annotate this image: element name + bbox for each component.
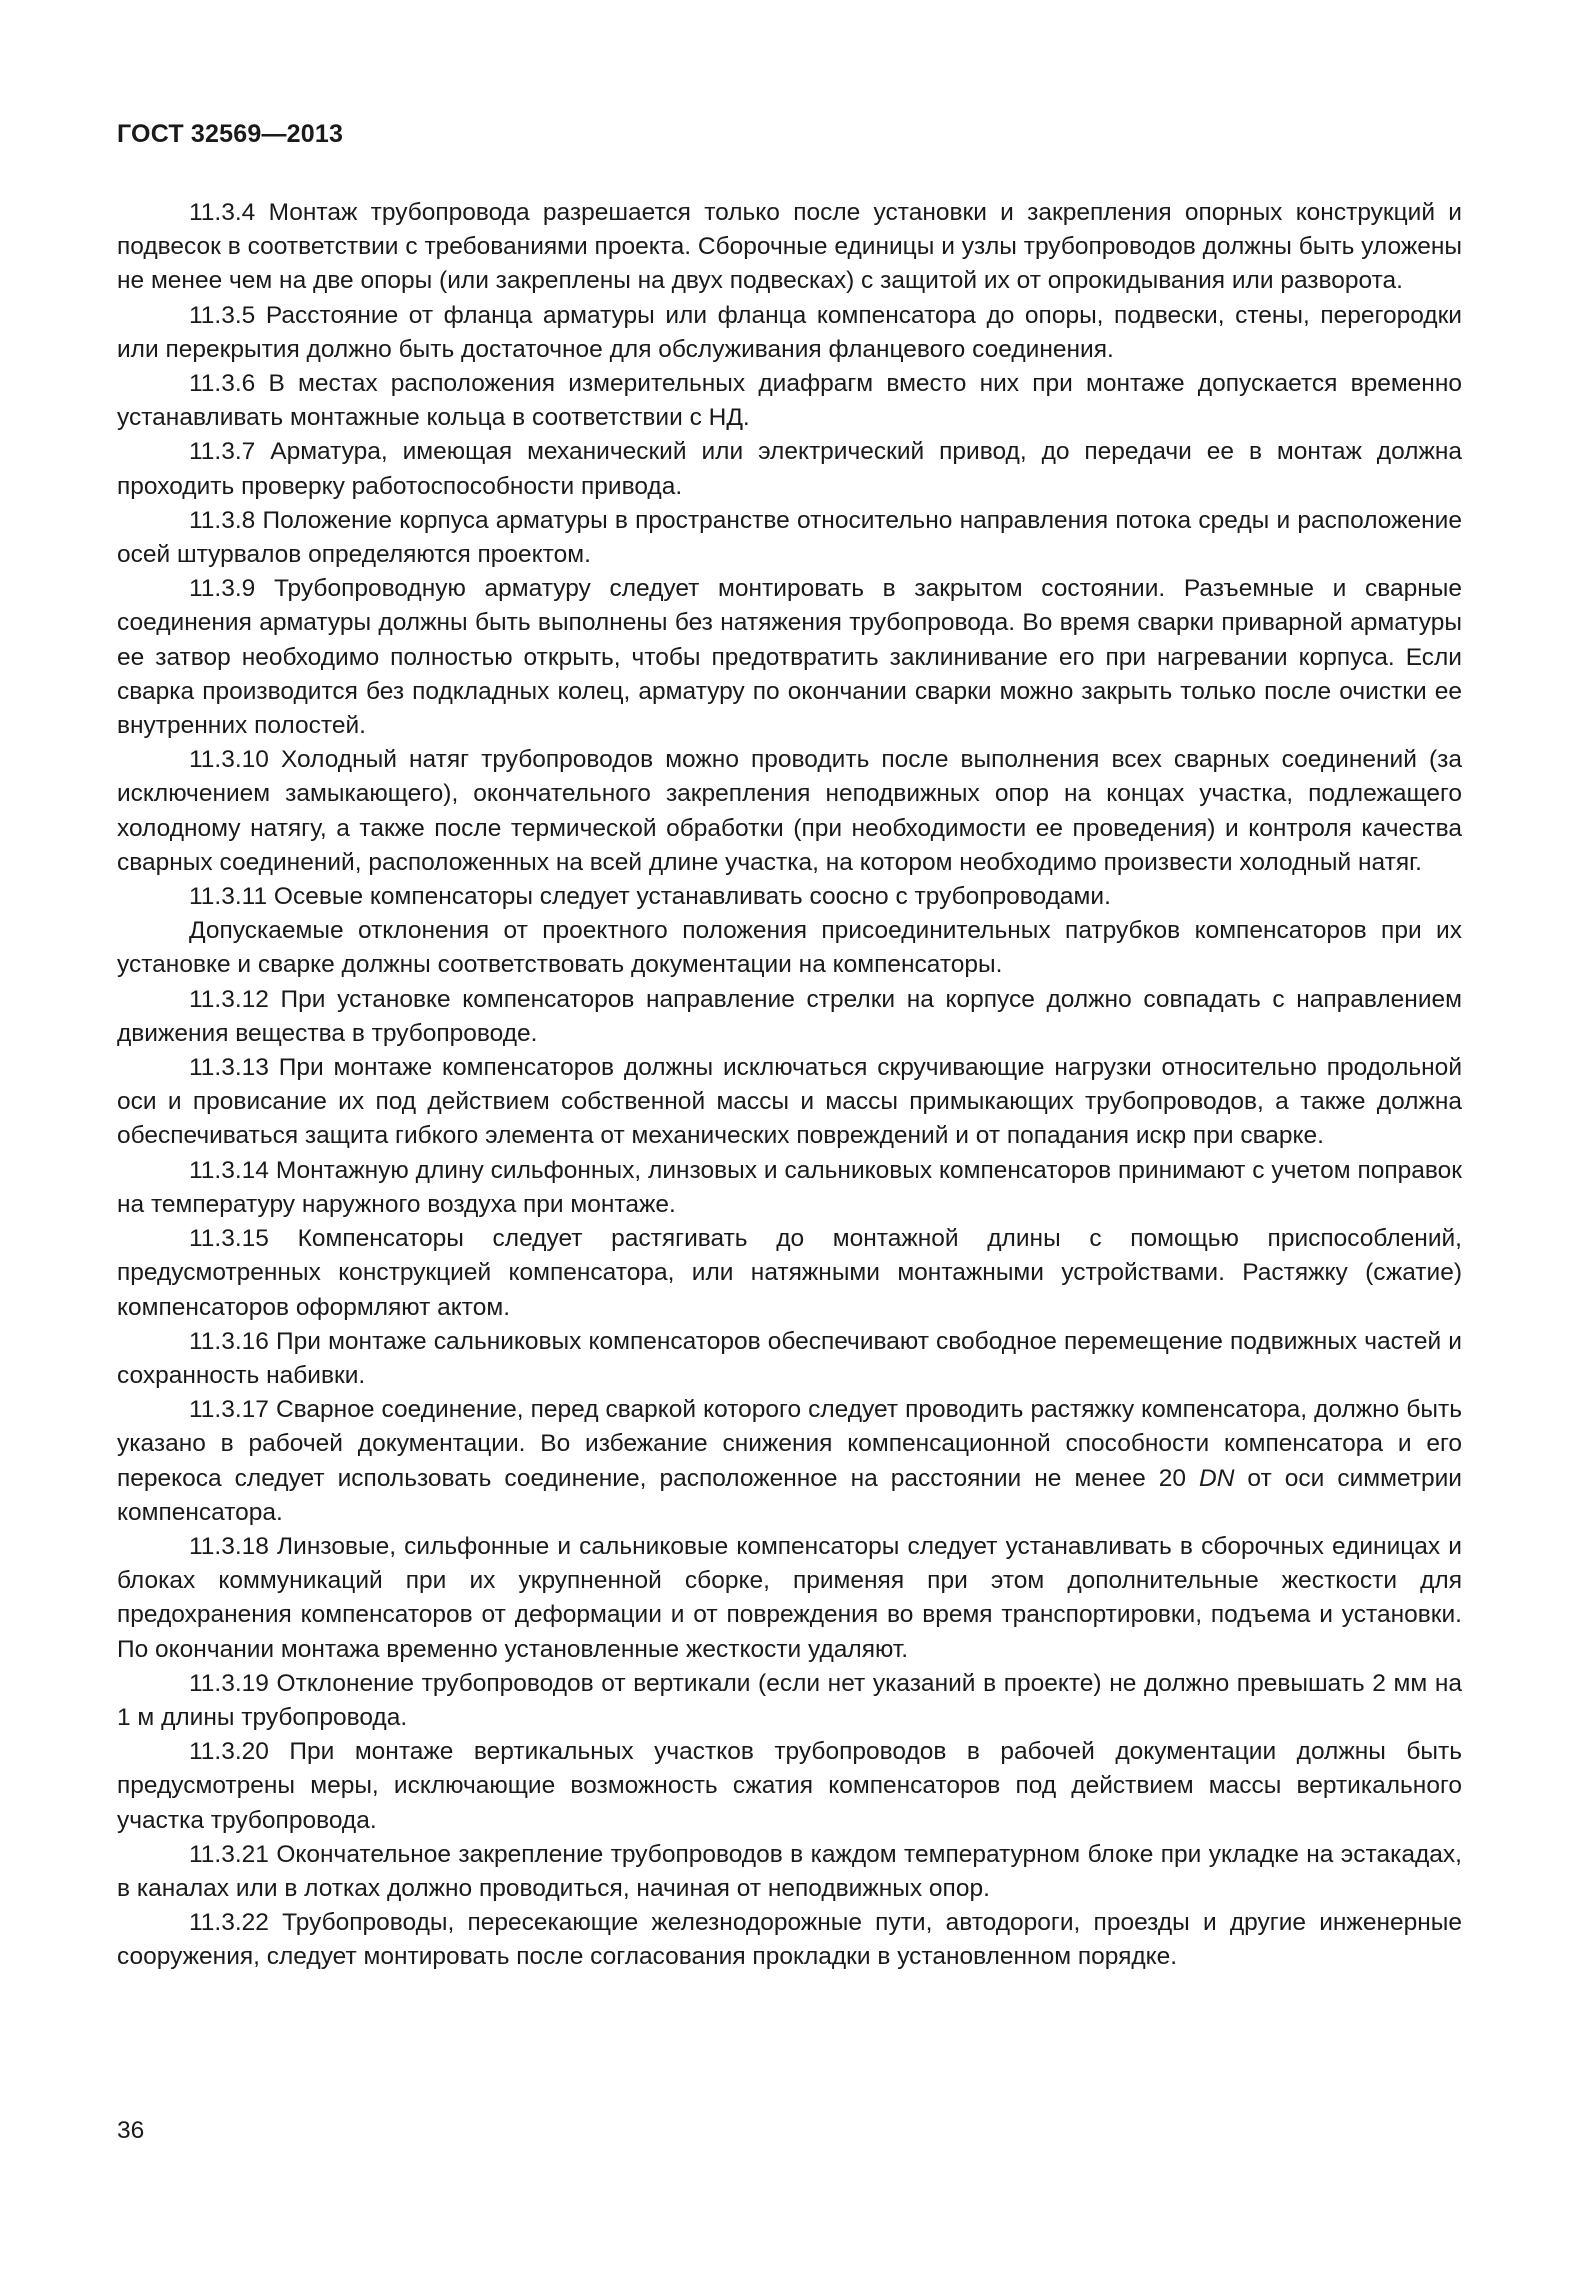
- paragraph-11-3-16: 11.3.16 При монтаже сальниковых компенсаторов обеспечивают свободное перемещение подвижных частей и сохранность набивки.: [117, 1327, 1462, 1389]
- document-body: [117, 196, 1462, 1975]
- paragraph-11-3-17-after: от оси симметрии компенсатора.: [117, 1464, 1462, 1526]
- paragraph-11-3-9: 11.3.9 Трубопроводную арматуру следует монтировать в закрытом состоянии. Разъемные и сварные соединения арматуры должны быть выполнены без натяжения трубопровода. Во время сварки приварной арматуры ее затвор необходимо полностью открыть, чтобы предотвратить заклинивание его при нагревании корпуса. Если сварка производится без подкладных колец, арматуру по окончании сварки можно закрыть только после очистки ее внутренних полостей.: [117, 575, 1462, 740]
- paragraph-11-3-12: 11.3.12 При установке компенсаторов направление стрелки на корпусе должно совпадать с направлением движения вещества в трубопроводе.: [117, 985, 1462, 1047]
- paragraph-11-3-6: 11.3.6 В местах расположения измерительных диафрагм вместо них при монтаже допускается временно устанавливать монтажные кольца в соответствии с НД.: [117, 370, 1462, 432]
- paragraph-11-3-17-before: 11.3.17 Сварное соединение, перед сваркой которого следует проводить растяжку компенсатора, должно быть указано в рабочей документации. Во избежание снижения компенсационной способности компенсатора и его перекоса следует использовать соединение, расположенное на расстоянии не менее 20: [117, 1396, 1462, 1492]
- document-header: ГОСТ 32569—2013: [117, 120, 344, 148]
- paragraph-11-3-11: 11.3.11 Осевые компенсаторы следует устанавливать соосно с трубопроводами.: [189, 883, 1111, 911]
- paragraph-11-3-4: 11.3.4 Монтаж трубопровода разрешается только после установки и закрепления опорных конструкций и подвесок в соответствии с требованиями проекта. Сборочные единицы и узлы трубопроводов должны быть уложены не менее чем на две опоры (или закреплены на двух подвесках) с защитой их от опрокидывания или разворота.: [117, 199, 1462, 295]
- paragraph-11-3-7: 11.3.7 Арматура, имеющая механический или электрический привод, до передачи ее в монтаж должна проходить проверку работоспособности привода.: [117, 438, 1462, 500]
- paragraph-11-3-15: 11.3.15 Компенсаторы следует растягивать до монтажной длины с помощью приспособлений, предусмотренных конструкцией компенсатора, или натяжными монтажными устройствами. Растяжку (сжатие) компенсаторов оформляют актом.: [117, 1225, 1462, 1321]
- paragraph-11-3-20: 11.3.20 При монтаже вертикальных участков трубопроводов в рабочей документации должны быть предусмотрены меры, исключающие возможность сжатия компенсаторов под действием массы вертикального участка трубопровода.: [117, 1738, 1462, 1834]
- page-number: 36: [117, 2117, 145, 2144]
- paragraph-11-3-22: 11.3.22 Трубопроводы, пересекающие железнодорожные пути, автодороги, проезды и другие инженерные сооружения, следует монтировать после согласования прокладки в установленном порядке.: [117, 1909, 1462, 1971]
- paragraph-11-3-11-tolerances: Допускаемые отклонения от проектного положения присоединительных патрубков компенсаторов при их установке и сварке должны соответствовать документации на компенсаторы.: [117, 917, 1462, 979]
- paragraph-11-3-13: 11.3.13 При монтаже компенсаторов должны исключаться скручивающие нагрузки относительно продольной оси и провисание их под действием собственной массы и массы примыкающих трубопроводов, а также должна обеспечиваться защита гибкого элемента от механических повреждений и от попадания искр при сварке.: [117, 1054, 1462, 1150]
- paragraph-11-3-5: 11.3.5 Расстояние от фланца арматуры или фланца компенсатора до опоры, подвески, стены, перегородки или перекрытия должно быть достаточное для обслуживания фланцевого соединения.: [117, 301, 1462, 363]
- paragraph-11-3-10: 11.3.10 Холодный натяг трубопроводов можно проводить после выполнения всех сварных соединений (за исключением замыкающего), окончательного закрепления неподвижных опор на концах участка, подлежащего холодному натягу, а также после термической обработки (при необходимости ее проведения) и контроля качества сварных соединений, расположенных на всей длине участка, на котором необходимо произвести холодный натяг.: [117, 746, 1462, 876]
- paragraph-11-3-17-dn: DN: [1199, 1464, 1235, 1492]
- paragraph-11-3-18: 11.3.18 Линзовые, сильфонные и сальниковые компенсаторы следует устанавливать в сборочных единицах и блоках коммуникаций при их укрупненной сборке, применяя при этом дополнительные жесткости для предохранения компенсаторов от деформации и от повреждения во время транспортировки, подъема и установки. По окончании монтажа временно установленные жесткости удаляют.: [117, 1532, 1462, 1663]
- paragraph-11-3-17: [117, 1393, 1462, 1530]
- paragraph-11-3-14: 11.3.14 Монтажную длину сильфонных, линзовых и сальниковых компенсаторов принимают с учетом поправок на температуру наружного воздуха при монтаже.: [117, 1156, 1462, 1218]
- paragraph-11-3-19: 11.3.19 Отклонение трубопроводов от вертикали (если нет указаний в проекте) не должно превышать 2 мм на 1 м длины трубопровода.: [117, 1669, 1462, 1731]
- paragraph-11-3-8: 11.3.8 Положение корпуса арматуры в пространстве относительно направления потока среды и расположение осей штурвалов определяются проектом.: [117, 506, 1462, 569]
- paragraph-11-3-21: 11.3.21 Окончательное закрепление трубопроводов в каждом температурном блоке при укладке на эстакадах, в каналах или в лотках должно проводиться, начиная от неподвижных опор.: [117, 1840, 1462, 1902]
